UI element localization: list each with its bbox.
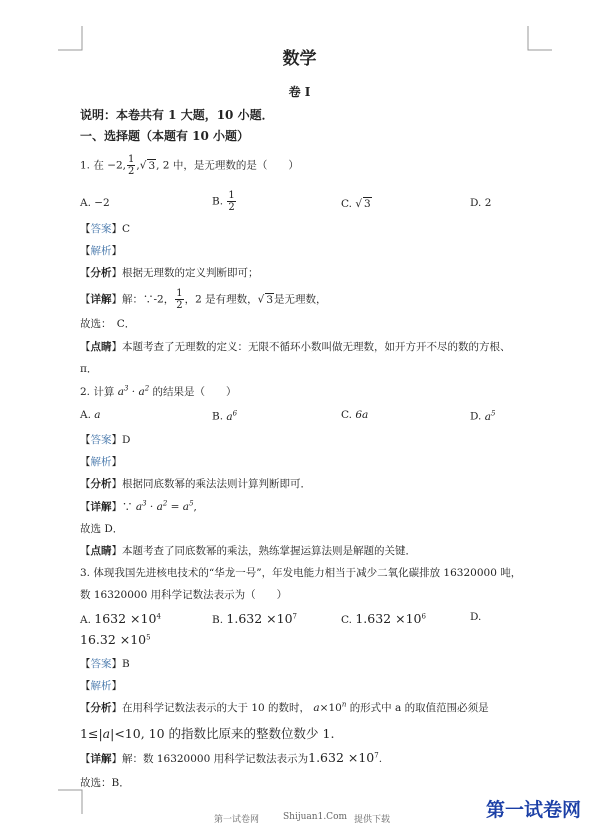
sqrt-icon: √ <box>355 198 363 210</box>
q3-answer: 【答案】B <box>80 658 130 670</box>
q1-option-a: A. −2 <box>80 197 110 209</box>
q1-dianjing-cont: π． <box>80 363 98 375</box>
q3-stem-line1: 3. 体现我国先进核电技术的“华龙一号”，年发电能力相当于减少二氧化碳排放 16320000 吨， <box>80 567 522 579</box>
q2-fenxi: 【分析】根据同底数幂的乘法法则计算判断即可． <box>80 478 311 490</box>
q3-range: 1≤|a|<10, 10 的指数比原来的整数位数少 1. <box>80 726 335 741</box>
q2-option-c: C. 6a <box>341 409 369 421</box>
q3-jiexi: 【解析】 <box>80 680 122 692</box>
footer-site: 第一试卷网 <box>214 815 260 825</box>
fraction-half: $\frac{1}{2}$ <box>128 154 135 177</box>
q1-jiexi: 【解析】 <box>80 245 122 257</box>
q1-option-d: D. 2 <box>470 197 492 209</box>
q3-xiangjie: 【详解】解：数 16320000 用科学记数法表示为$1.632 \times 10^7$. <box>80 750 383 765</box>
q2-dianjing: 【点睛】本题考查了同底数幂的乘法，熟练掌握运算法则是解题的关键． <box>80 545 416 557</box>
q1-xiangjie: 【详解】解：∵-2， $\frac{1}{2}$ ，2 是有理数，√ 3是无理数， <box>80 288 327 311</box>
q1-guxuan: 故选： C． <box>80 318 136 330</box>
footer-url[interactable]: Shijuan1.Com <box>283 812 348 822</box>
q3-option-d-value: $16.32 \times 10^5$ <box>80 632 151 647</box>
exam-note: 说明：本卷共有 1 大题，10 小题． <box>80 108 274 122</box>
q3-option-d-label: D. <box>470 611 482 623</box>
q1-option-b: B. $\frac{1}{2}$ <box>212 190 235 213</box>
q1-fenxi: 【分析】根据无理数的定义判断即可； <box>80 267 259 279</box>
q3-stem-line2: 数 16320000 用科学记数法表示为（ ） <box>80 589 288 601</box>
q3-option-b: B. $1.632 \times 10^7$ <box>212 611 298 626</box>
q3-option-a: A. $1632 \times 10^4$ <box>80 611 161 626</box>
q3-option-c: C. $1.632 \times 10^6$ <box>341 611 426 626</box>
q1-option-c: C. √ 3 <box>341 198 371 210</box>
page-subtitle: 卷 I <box>288 85 311 99</box>
q2-answer: 【答案】D <box>80 434 131 446</box>
q3-fenxi: 【分析】在用科学记数法表示的大于 10 的数时， $a\times 10^n$ 的形式中 a 的取值范围必须是 <box>80 700 489 714</box>
logo: 第一试卷网 <box>486 799 582 821</box>
q2-option-a: A. a <box>80 409 101 421</box>
footer-provide: 提供下载 <box>354 815 391 825</box>
section-heading: 一、选择题（本题有 10 小题） <box>80 129 250 143</box>
sqrt-icon: √ <box>139 159 147 172</box>
q2-jiexi: 【解析】 <box>80 456 122 468</box>
q2-stem: 2. 计算 $a^3 \cdot a^2$ 的结果是（ ） <box>80 384 237 398</box>
q2-option-d: D. $a^5$ <box>470 409 496 423</box>
q2-option-b: B. $a^6$ <box>212 409 238 423</box>
q1-stem: 1. 在 −2, $\frac{1}{2}$ ,√ 3, 2 中，是无理数的是（ ） <box>80 154 299 177</box>
q1-dianjing: 【点睛】本题考查了无理数的定义：无限不循环小数叫做无理数，如开方开不尽的数的方根、 <box>80 341 511 353</box>
q2-xiangjie: 【详解】∵ $a^3 \cdot a^2 = a^5$, <box>80 499 197 513</box>
page-title: 数学 <box>282 49 317 69</box>
q2-guxuan: 故选 D． <box>80 523 124 535</box>
q1-answer: 【答案】C <box>80 223 131 235</box>
q3-guxuan: 故选：B． <box>80 777 130 789</box>
sqrt-icon: √ <box>257 293 265 306</box>
